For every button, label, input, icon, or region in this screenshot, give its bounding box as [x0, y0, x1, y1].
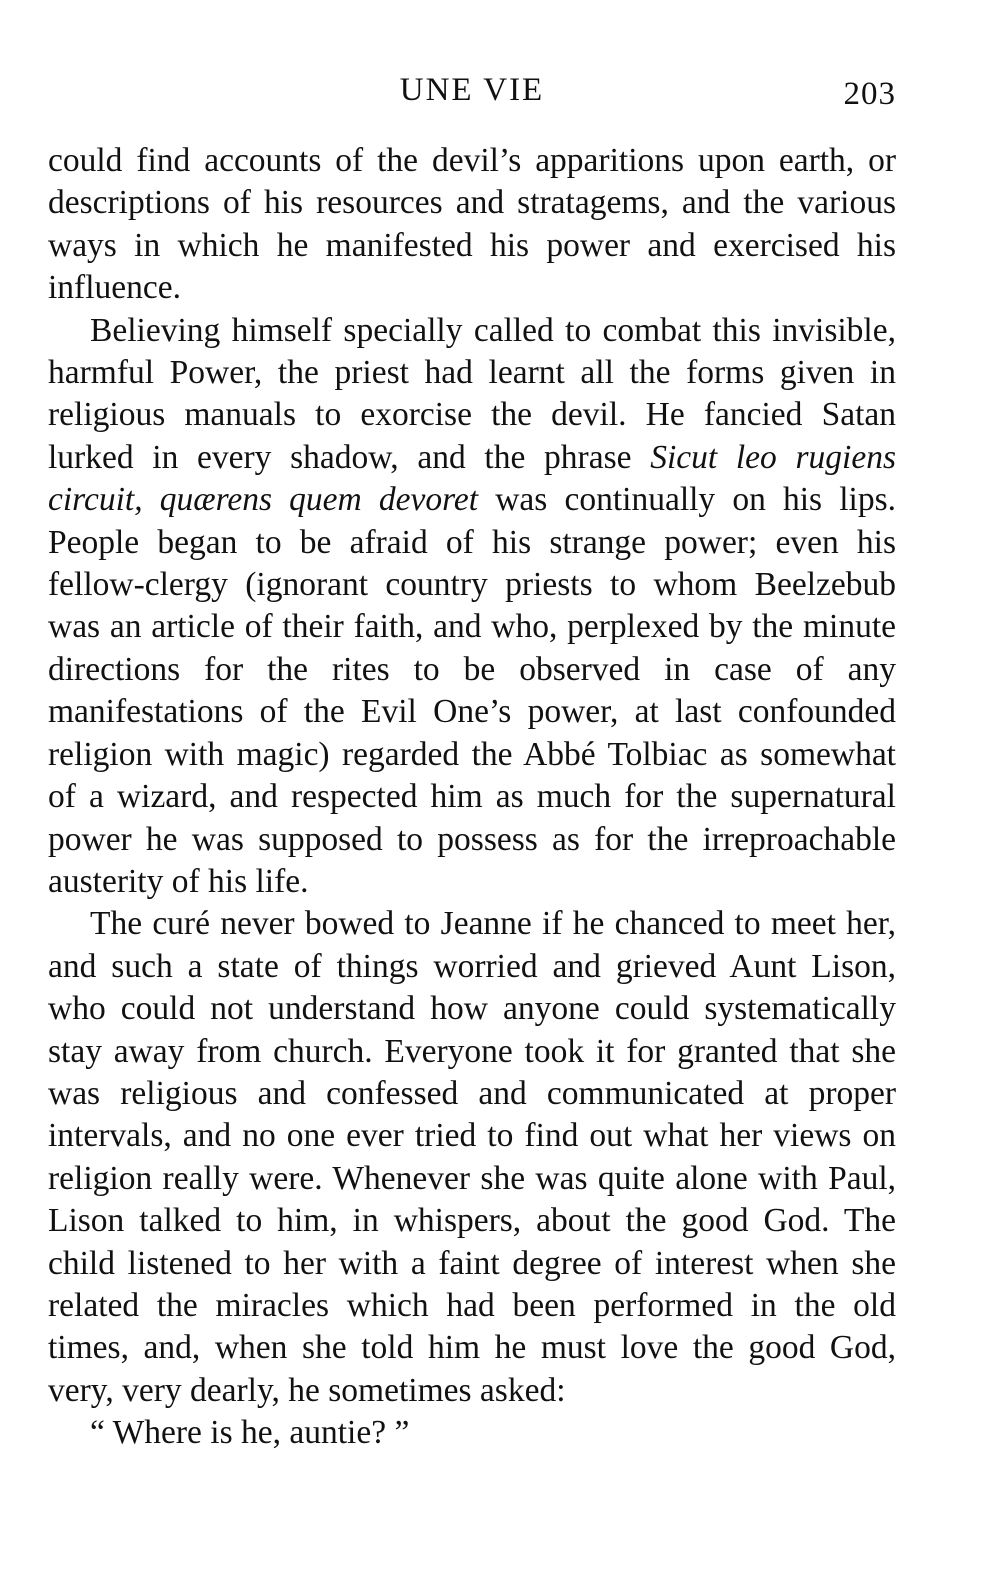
body-text [48, 140, 896, 1455]
running-title: UNE VIE [399, 72, 545, 108]
paragraph-dialogue: “ Where is he, auntie? ” [90, 1414, 410, 1452]
paragraph-continuation: could find accounts of the devil’s apparitions upon earth, or descriptions of his resources and stratagems, and the various ways in which he manifested his power and exercised his influence. [48, 142, 896, 307]
running-head [48, 70, 896, 110]
paragraph-exorcism-text-a: Believing himself specially called to combat this invisible, harmful Power, the priest had learnt all the forms given in religious manuals to exorcise the devil. He fancied Satan lurked in every shadow, and the phrase [48, 311, 896, 476]
paragraph-exorcism [48, 310, 896, 904]
page-number: 203 [843, 76, 896, 112]
latin-phrase: Sicut leo rugiens circuit, quærens quem devoret [48, 438, 896, 519]
paragraph-exorcism-text-b: was continually on his lips. People began to be afraid of his strange power; even his fellow-clergy (ignorant country priests to whom Beelzebub was an article of their faith, and who, perplexed by the minute directions for the rites to be observed in case of any manifestations of the Evil One’s power, at last confounded religion with magic) regarded the Abbé Tolbiac as somewhat of a wizard, and respected him as much for the supernatural power he was supposed to possess as for the irreproachable austerity of his life. [48, 481, 896, 900]
paragraph-cure-and-lison: The curé never bowed to Jeanne if he chanced to meet her, and such a state of things worried and grieved Aunt Lison, who could not understand how anyone could systematically stay away from church. Everyone took it for granted that she was religious and confessed and communicated at proper intervals, and no one ever tried to find out what her views on religion really were. Whenever she was quite alone with Paul, Lison talked to him, in whispers, about the good God. The child listened to her with a faint degree of interest when she related the miracles which had been performed in the old times, and, when she told him he must love the good God, very, very dearly, he sometimes asked: [48, 905, 896, 1409]
